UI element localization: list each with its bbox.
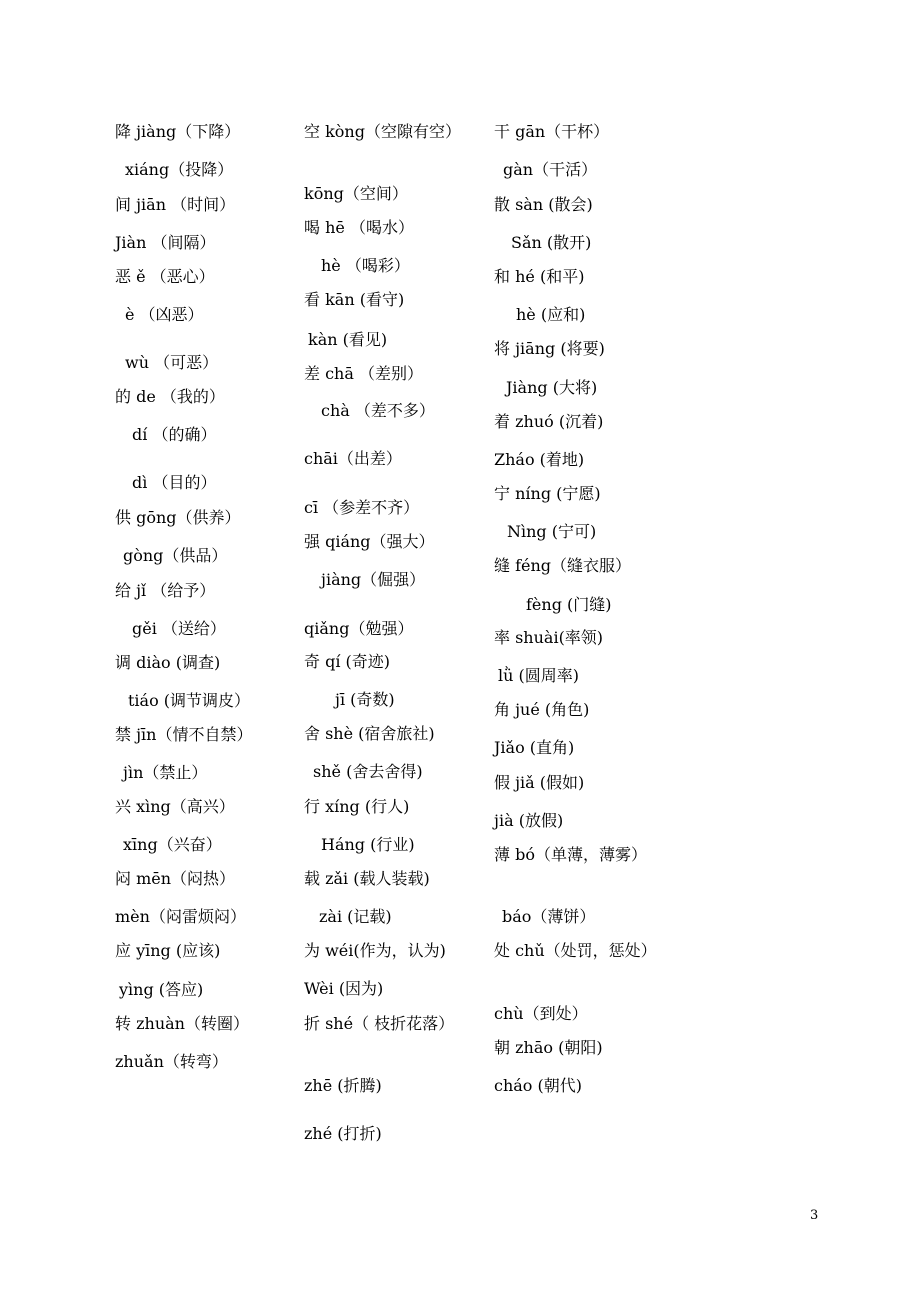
pinyin-entry-line: 看 kān (看守) — [304, 290, 405, 309]
pinyin-entry-line: zhē (折腾) — [304, 1076, 382, 1095]
pinyin-entry-line: gòng（供品） — [123, 546, 228, 565]
pinyin-entry-line: 和 hé (和平) — [494, 267, 585, 286]
pinyin-entry-line: 给 jǐ （给予） — [115, 581, 216, 600]
pinyin-entry-line: chāi（出差） — [304, 449, 402, 468]
pinyin-entry-line: 宁 níng (宁愿) — [494, 484, 601, 503]
pinyin-entry-line: cháo (朝代) — [494, 1076, 583, 1095]
pinyin-entry-line: 转 zhuàn（转圈） — [115, 1014, 249, 1033]
pinyin-entry-line: tiáo (调节调皮） — [128, 691, 251, 710]
pinyin-entry-line: 处 chǔ（处罚，惩处） — [494, 941, 657, 960]
pinyin-entry-line: zài (记载) — [319, 907, 392, 926]
pinyin-entry-line: 降 jiàng（下降） — [115, 122, 241, 141]
pinyin-entry-line: chù（到处） — [494, 1004, 588, 1023]
pinyin-entry-line: 干 gān（干杯） — [494, 122, 610, 141]
pinyin-entry-line: xīng（兴奋） — [123, 835, 222, 854]
pinyin-entry-line: dí （的确） — [132, 425, 217, 444]
pinyin-entry-line: è （凶恶） — [125, 305, 204, 324]
pinyin-entry-line: 率 shuài(率领) — [494, 628, 604, 647]
pinyin-entry-line: hè （喝彩） — [321, 256, 410, 275]
pinyin-entry-line: lǜ (圆周率) — [498, 666, 579, 685]
pinyin-entry-line: 的 de （我的） — [115, 387, 225, 406]
pinyin-entry-line: Jiǎo (直角) — [494, 738, 575, 757]
pinyin-entry-line: Nìng (宁可) — [507, 522, 597, 541]
pinyin-entry-line: xiáng（投降） — [125, 160, 234, 179]
pinyin-entry-line: gěi （送给） — [132, 619, 226, 638]
pinyin-entry-line: 应 yīng (应该) — [115, 941, 221, 960]
pinyin-entry-line: 空 kòng（空隙有空） — [304, 122, 461, 141]
pinyin-entry-line: kàn (看见) — [308, 330, 388, 349]
pinyin-entry-line: fèng (门缝) — [526, 595, 612, 614]
pinyin-entry-line: 为 wéi(作为，认为) — [304, 941, 446, 960]
pinyin-entry-line: 差 chā （差别） — [304, 364, 423, 383]
pinyin-entry-line: 调 diào (调查) — [115, 653, 221, 672]
pinyin-entry-line: Wèi (因为) — [304, 979, 384, 998]
pinyin-entry-line: 禁 jīn（情不自禁） — [115, 725, 253, 744]
pinyin-entry-line: jī (奇数) — [335, 690, 395, 709]
pinyin-entry-line: chà （差不多） — [321, 401, 435, 420]
pinyin-entry-line: 朝 zhāo (朝阳) — [494, 1038, 603, 1057]
pinyin-entry-line: 将 jiāng (将要) — [494, 339, 605, 358]
pinyin-entry-line: Jiàng (大将) — [506, 378, 598, 397]
pinyin-entry-line: 假 jiǎ (假如) — [494, 773, 585, 792]
pinyin-entry-line: jià (放假) — [494, 811, 564, 830]
pinyin-entry-line: Sǎn (散开) — [511, 233, 592, 252]
pinyin-entry-line: 强 qiáng（强大） — [304, 532, 435, 551]
pinyin-entry-line: 行 xíng (行人) — [304, 797, 410, 816]
pinyin-entry-line: Háng (行业) — [321, 835, 415, 854]
pinyin-entry-line: 喝 hē （喝水） — [304, 218, 414, 237]
page-number: 3 — [810, 1208, 819, 1223]
pinyin-entry-line: 闷 mēn（闷热） — [115, 869, 236, 888]
pinyin-entry-line: wù （可恶） — [125, 353, 219, 372]
pinyin-entry-line: Jiàn （间隔） — [115, 233, 216, 252]
pinyin-entry-line: 间 jiān （时间） — [115, 195, 236, 214]
pinyin-entry-line: 舍 shè (宿舍旅社) — [304, 724, 435, 743]
pinyin-entry-line: 恶 ě （恶心） — [115, 267, 215, 286]
pinyin-entry-line: 折 shé（ 枝折花落） — [304, 1014, 455, 1033]
pinyin-entry-line: jìn（禁止） — [123, 763, 208, 782]
pinyin-entry-line: qiǎng（勉强） — [304, 619, 414, 638]
pinyin-entry-line: 奇 qí (奇迹) — [304, 652, 391, 671]
pinyin-entry-line: Zháo (着地) — [494, 450, 585, 469]
pinyin-entry-line: báo（薄饼） — [502, 907, 596, 926]
pinyin-entry-line: cī （参差不齐） — [304, 498, 420, 517]
pinyin-entry-line: 缝 féng（缝衣服） — [494, 556, 632, 575]
pinyin-entry-line: zhuǎn（转弯） — [115, 1052, 228, 1071]
pinyin-entry-line: gàn（干活） — [503, 160, 598, 179]
pinyin-entry-line: hè (应和) — [516, 305, 586, 324]
pinyin-entry-line: jiàng（倔强） — [321, 570, 426, 589]
pinyin-entry-line: shě (舍去舍得) — [313, 762, 423, 781]
pinyin-entry-line: 着 zhuó (沉着) — [494, 412, 604, 431]
pinyin-entry-line: zhé (打折) — [304, 1124, 382, 1143]
pinyin-entry-line: kōng（空间） — [304, 184, 408, 203]
pinyin-entry-line: yìng (答应) — [119, 980, 204, 999]
pinyin-entry-line: mèn（闷雷烦闷） — [115, 907, 246, 926]
pinyin-entry-line: 散 sàn (散会) — [494, 195, 593, 214]
pinyin-entry-line: 薄 bó（单薄，薄雾） — [494, 845, 647, 864]
pinyin-entry-line: 角 jué (角色) — [494, 700, 590, 719]
pinyin-entry-line: dì （目的） — [132, 473, 217, 492]
pinyin-entry-line: 供 gōng（供养） — [115, 508, 241, 527]
pinyin-entry-line: 兴 xìng（高兴） — [115, 797, 235, 816]
pinyin-entry-line: 载 zǎi (载人装载) — [304, 869, 430, 888]
